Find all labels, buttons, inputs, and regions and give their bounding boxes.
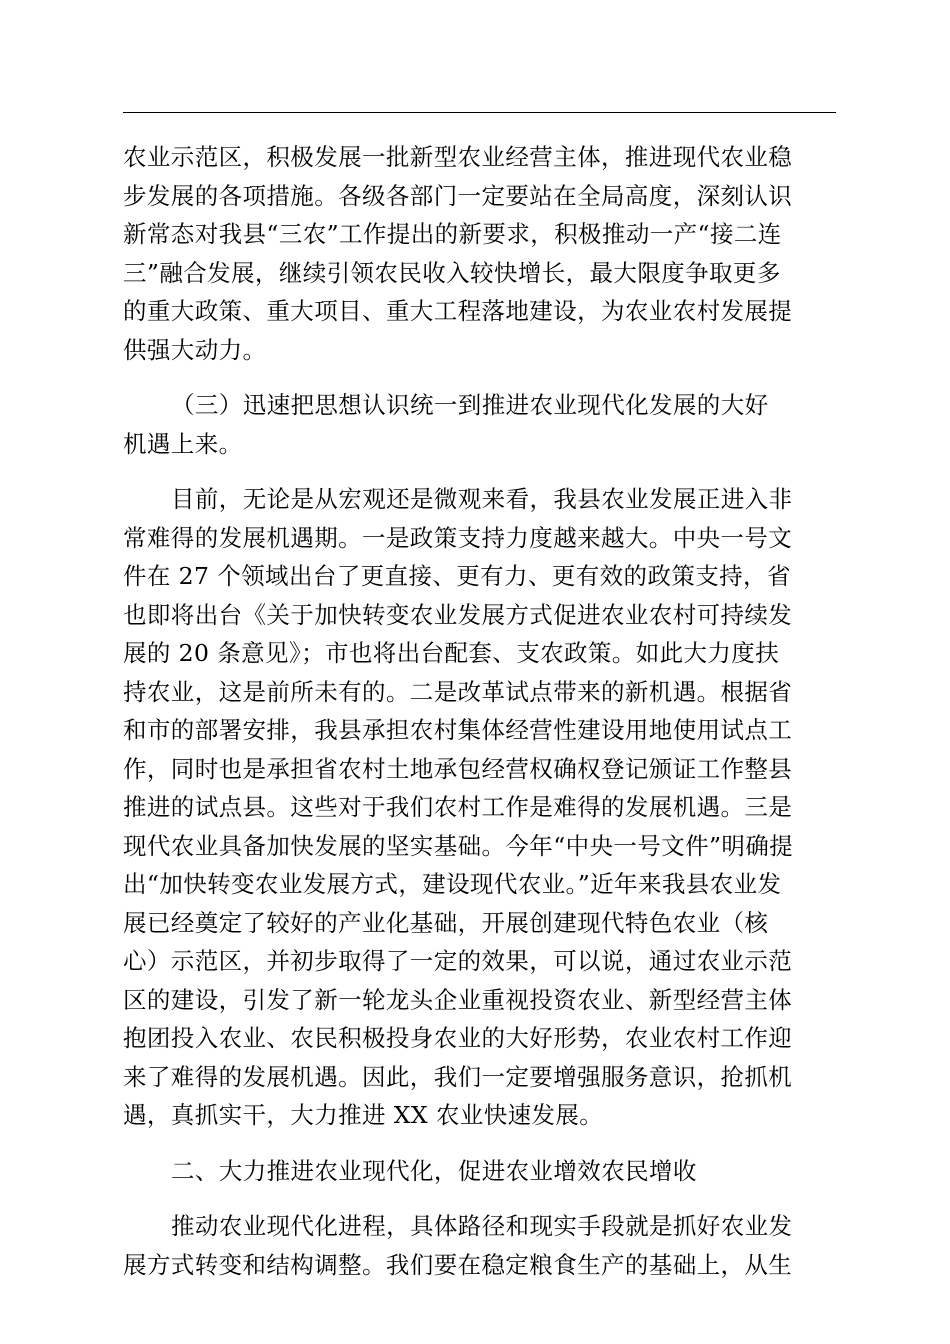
section-heading-two [123,1152,843,1191]
text-line: 二、大力推进农业现代化，促进农业增效农民增收 [171,1156,697,1185]
text-line: 新常态对我县“三农”工作提出的新要求，积极推动一产“接二连 [123,220,782,248]
text-line: 现代农业具备加快发展的坚实基础。今年“中央一号文件”明确提 [123,831,794,860]
document-body [123,138,843,1284]
text-line: 持农业，这是前所未有的。二是改革试点带来的新机遇。根据省 [123,677,793,706]
text-line: （三）迅速把思想认识统一到推进农业现代化发展的大好 [171,391,769,419]
paragraph-spacer [123,369,843,386]
text-line: 步发展的各项措施。各级各部门一定要站在全局高度，深刻认识 [123,181,793,210]
paragraph-modernization [123,1207,843,1284]
text-line: 遇，真抓实干，大力推进 XX 农业快速发展。 [123,1101,604,1129]
text-line: 作，同时也是承担省农村土地承包经营权确权登记颁证工作整县 [123,754,793,783]
text-line: 件在 27 个领域出台了更直接、更有力、更有效的政策支持，省 [123,562,791,590]
text-line: 的重大政策、重大项目、重大工程落地建设，为农业农村发展提 [123,297,793,325]
text-line: 区的建设，引发了新一轮龙头企业重视投资农业、新型经营主体 [123,985,793,1014]
text-line: 推进的试点县。这些对于我们农村工作是难得的发展机遇。三是 [123,793,793,821]
text-line: 抱团投入农业、农民积极投身农业的大好形势，农业农村工作迎 [123,1024,793,1052]
text-line: 农业示范区，积极发展一批新型农业经营主体，推进现代农业稳 [123,143,793,171]
text-line: 出“加快转变农业发展方式，建设现代农业。”近年来我县农业发 [123,870,782,898]
text-line: 展的 20 条意见》；市也将出台配套、支农政策。如此大力度扶 [123,639,780,667]
text-line: 机遇上来。 [123,429,243,458]
text-line: 心）示范区，并初步取得了一定的效果，可以说，通过农业示范 [123,947,793,975]
text-line: 和市的部署安排，我县承担农村集体经营性建设用地使用试点工 [123,716,793,744]
text-line: 供强大动力。 [123,335,267,364]
text-line: 来了难得的发展机遇。因此，我们一定要增强服务意识，抢抓机 [123,1062,793,1091]
paragraph-opportunities [123,480,843,1135]
paragraph-spacer [123,1135,843,1152]
text-line: 推动农业现代化进程，具体路径和现实手段就是抓好农业发 [171,1212,793,1240]
text-line: 也即将出台《关于加快转变农业发展方式促进农业农村可持续发 [123,600,793,629]
text-line: 展方式转变和结构调整。我们要在稳定粮食生产的基础上，从生 [123,1250,793,1279]
text-line: 三”融合发展，继续引领农民收入较快增长，最大限度争取更多 [123,258,781,287]
paragraph-spacer [123,1190,843,1207]
text-line: 目前，无论是从宏观还是微观来看，我县农业发展正进入非 [171,485,793,513]
text-line: 展已经奠定了较好的产业化基础，开展创建现代特色农业（核 [123,908,769,937]
header-rule [123,112,836,113]
section-heading-three [123,386,843,463]
text-line: 常难得的发展机遇期。一是政策支持力度越来越大。中央一号文 [123,523,793,552]
paragraph-spacer [123,463,843,480]
paragraph-continuation [123,138,843,369]
